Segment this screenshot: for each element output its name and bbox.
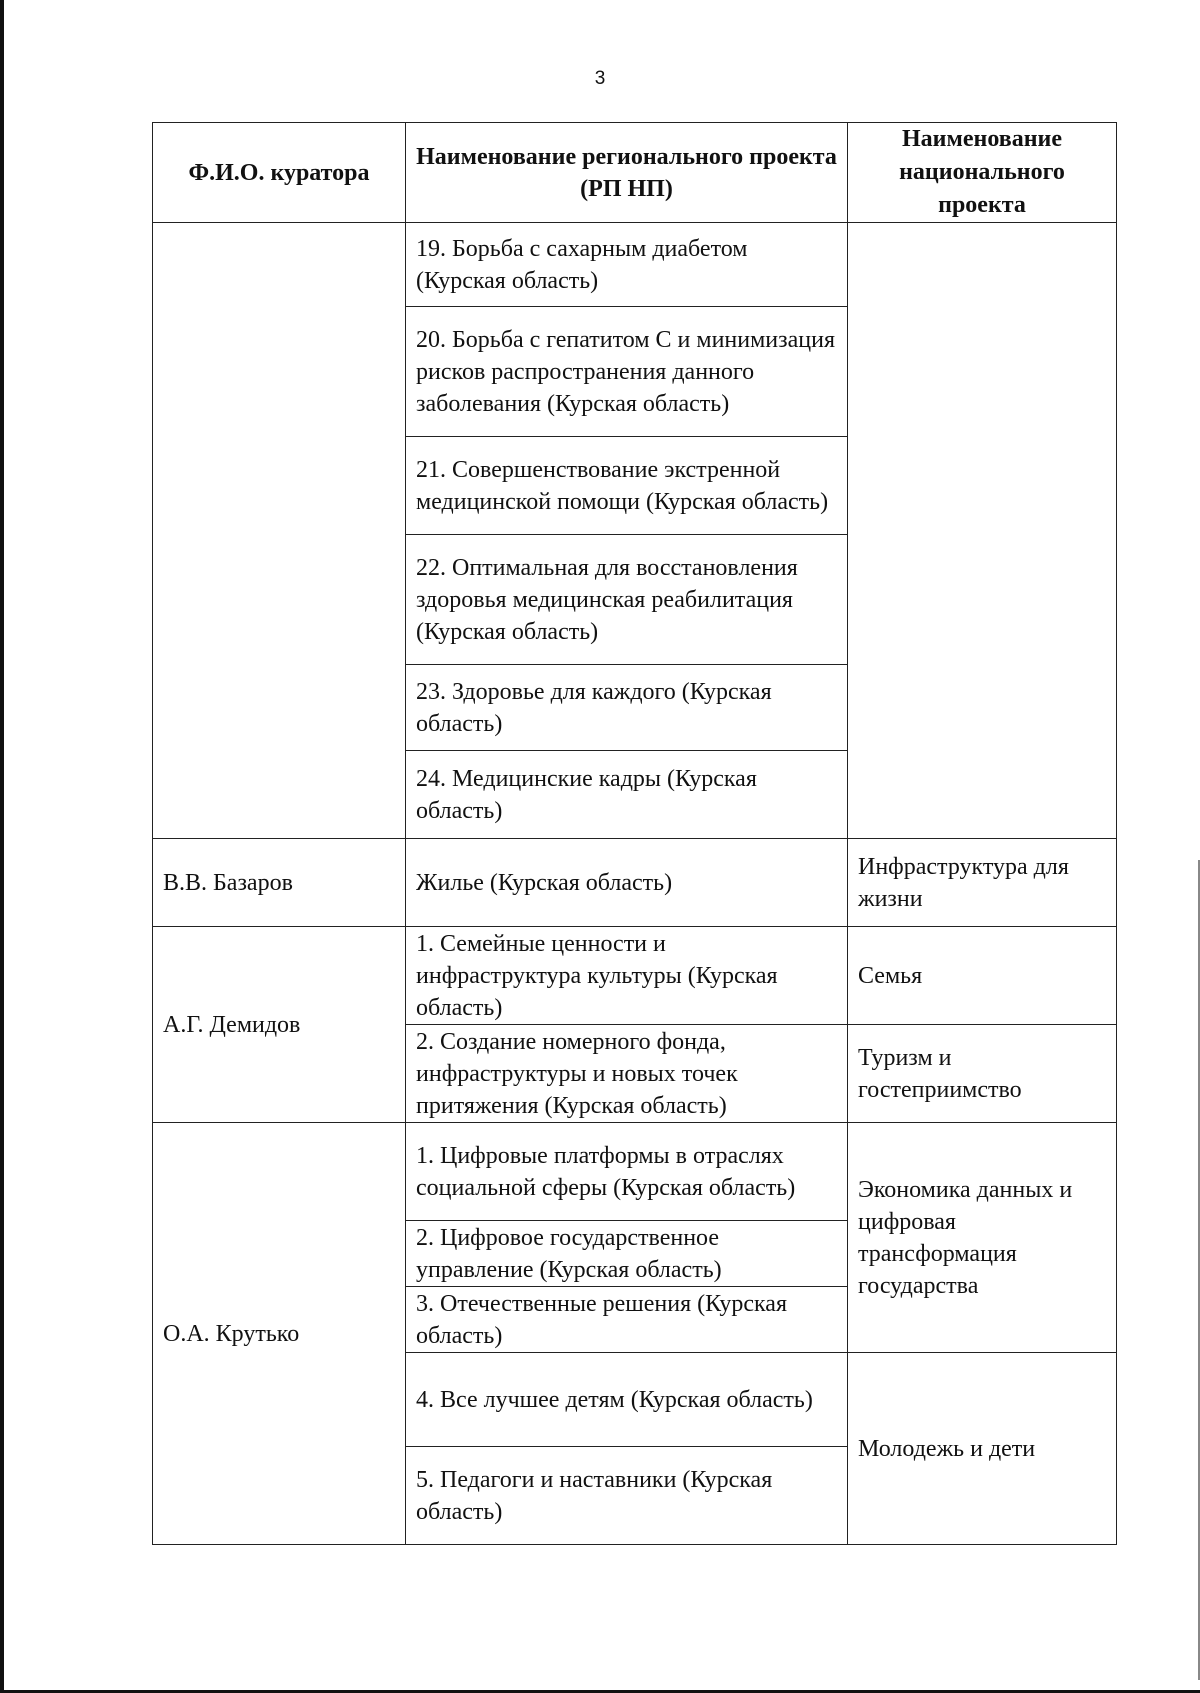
regional-project-cell: 4. Все лучшее детям (Курская область) (406, 1353, 848, 1447)
national-project-cell: Инфраструктура для жизни (848, 839, 1117, 927)
regional-project-cell: 1. Семейные ценности и инфраструктура культуры (Курская область) (406, 927, 848, 1025)
national-project-cell: Молодежь и дети (848, 1353, 1117, 1545)
curator-cell-empty (153, 223, 406, 839)
curator-cell: О.А. Крутько (153, 1123, 406, 1545)
header-national-project: Наименование национального проекта (848, 123, 1117, 223)
national-project-cell: Семья (848, 927, 1117, 1025)
table-row (153, 223, 1117, 307)
regional-project-cell: 21. Совершенствование экстренной медицинской помощи (Курская область) (406, 437, 848, 535)
national-project-cell: Туризм и гостеприимство (848, 1025, 1117, 1123)
national-project-cell: Экономика данных и цифровая трансформация государства (848, 1123, 1117, 1353)
scan-edge-left (0, 0, 4, 1693)
curators-table (152, 122, 1117, 1545)
regional-project-cell: 20. Борьба с гепатитом С и минимизация рисков распространения данного заболевания (Курская область) (406, 307, 848, 437)
regional-project-cell: 1. Цифровые платформы в отраслях социальной сферы (Курская область) (406, 1123, 848, 1221)
curator-cell: А.Г. Демидов (153, 927, 406, 1123)
page-number: 3 (594, 68, 606, 89)
regional-project-cell: 22. Оптимальная для восстановления здоровья медицинская реабилитация (Курская область) (406, 535, 848, 665)
table-row (153, 839, 1117, 927)
national-project-cell-empty (848, 223, 1117, 839)
regional-project-cell: 24. Медицинские кадры (Курская область) (406, 751, 848, 839)
table-row (153, 1123, 1117, 1221)
table-header-row (153, 123, 1117, 223)
regional-project-cell: 2. Цифровое государственное управление (Курская область) (406, 1221, 848, 1287)
regional-project-cell: 5. Педагоги и наставники (Курская область) (406, 1447, 848, 1545)
header-curator: Ф.И.О. куратора (153, 123, 406, 223)
regional-project-cell: 3. Отечественные решения (Курская область) (406, 1287, 848, 1353)
header-regional-project: Наименование регионального проекта (РП НП) (406, 123, 848, 223)
curator-cell: В.В. Базаров (153, 839, 406, 927)
regional-project-cell: 2. Создание номерного фонда, инфраструктуры и новых точек притяжения (Курская область) (406, 1025, 848, 1123)
regional-project-cell: Жилье (Курская область) (406, 839, 848, 927)
table-row (153, 927, 1117, 1025)
regional-project-cell: 23. Здоровье для каждого (Курская область) (406, 665, 848, 751)
regional-project-cell: 19. Борьба с сахарным диабетом (Курская область) (406, 223, 848, 307)
